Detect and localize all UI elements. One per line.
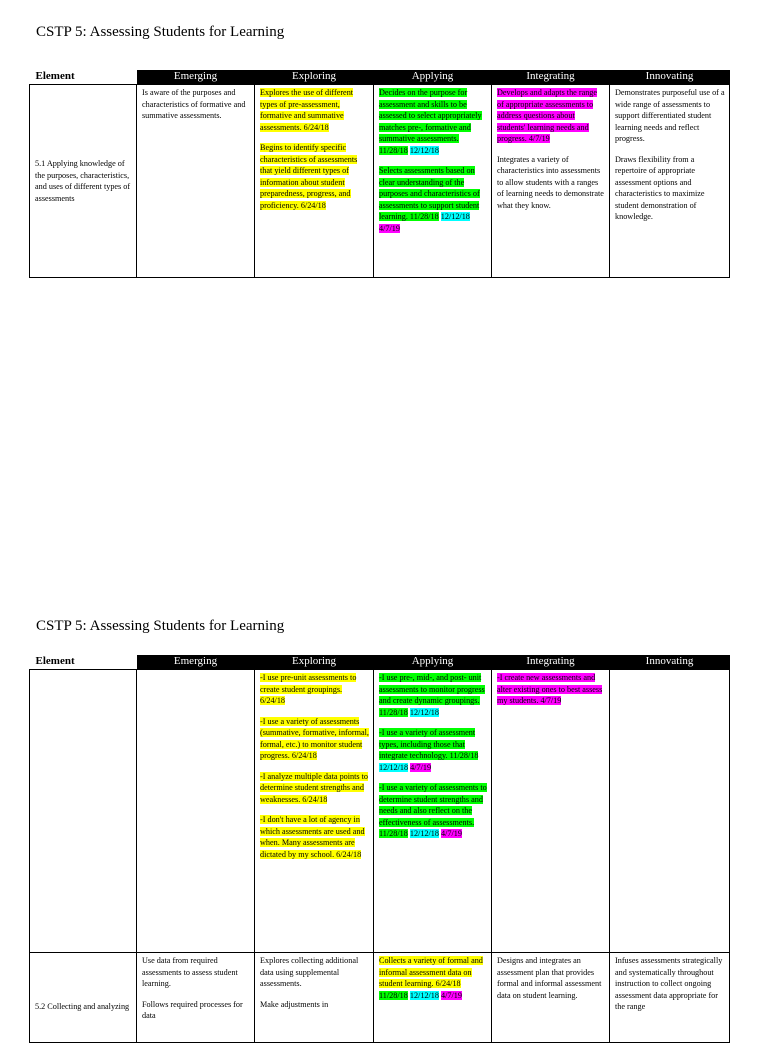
element-cell [30,85,137,278]
innovating-header: Innovating [610,70,730,85]
applying-header: Applying [374,70,492,85]
date-tag: 4/7/19 [379,223,400,233]
applying-item: Selects assessments based on clear understanding of the purposes and characteristics of assessments to support student learning. 11/28/18 [379,166,480,221]
rubric-table [29,655,730,1043]
emerging-header: Emerging [137,70,255,85]
exploring-cell [255,670,374,953]
applying-item: -I use a variety of assessment types, including those that integrate technology. 11/28/18 [379,728,479,760]
element-cell [30,670,137,953]
emerging-cell [137,85,255,278]
applying-item: -I use a variety of assessments to determine student strengths and needs and also reflect on the effectiveness of assessments. 11/28/18 [379,783,487,838]
table-row [30,953,730,1043]
element-label: 5.1 Applying knowledge of the purposes, characteristics, and uses of different types of assessments [35,159,131,203]
element-header: Element [30,655,137,670]
date-tag: 4/7/19 [441,829,462,838]
emerging-text: Use data from required assessments to assess student learning. [142,956,238,988]
page-title: CSTP 5: Assessing Students for Learning [36,618,285,634]
applying-item: -I use pre-, mid-, and post- unit assessments to monitor progress and create dynamic groupings. 11/28/18 [379,673,485,717]
emerging-cell [137,670,255,953]
element-cell [30,953,137,1043]
integrating-item: Designs and integrates an assessment plan that provides formal and informal assessment data on student learning. [497,956,602,1000]
emerging-text: Is aware of the purposes and characteristics of formative and summative assessments. [142,88,246,120]
table-row [30,670,730,953]
applying-header: Applying [374,655,492,670]
date-tag: 12/12/18 [409,145,439,155]
integrating-cell [492,953,610,1043]
header-row [30,70,730,85]
date-tag: 12/12/18 [409,990,439,1000]
exploring-cell [255,85,374,278]
innovating-cell [610,85,730,278]
innovating-item: Demonstrates purposeful use of a wide range of assessments to support differentiated student learning needs and reflect progress. [615,88,725,143]
exploring-item: Make adjustments in [260,999,329,1009]
date-tag: 4/7/19 [441,990,462,1000]
exploring-item: -I don't have a lot of agency in which assessments are used and when. Many assessments are dictated by my school. 6/24/18 [260,815,365,859]
date-tag: 12/12/18 [409,829,439,838]
rubric-table [29,70,730,278]
element-label: 5.2 Collecting and analyzing [35,1002,130,1011]
emerging-cell [137,953,255,1043]
header-row [30,655,730,670]
exploring-item: -I use a variety of assessments (summative, formative, informal, formal, etc.) to monitor student progress. 6/24/18 [260,716,369,760]
exploring-item: -I use pre-unit assessments to create student groupings. 6/24/18 [260,673,357,705]
applying-cell [374,85,492,278]
innovating-cell [610,670,730,953]
date-tag: 12/12/18 [409,707,439,717]
table-row [30,85,730,278]
integrating-item: Integrates a variety of characteristics into assessments to allow students with a ranges of learning needs to demonstrate what they know. [497,154,604,210]
exploring-item: Begins to identify specific characteristics of assessments that yield different types of information about student preparedness, progress, and proficiency. 6/24/18 [260,143,358,210]
date-tag: 4/7/19 [410,762,432,772]
integrating-header: Integrating [492,70,610,85]
exploring-item: Explores collecting additional data using supplemental assessments. [260,956,359,988]
emerging-header: Emerging [137,655,255,670]
innovating-cell [610,953,730,1043]
emerging-text: Follows required processes for data [142,999,243,1020]
element-header: Element [30,70,137,85]
integrating-cell [492,670,610,953]
integrating-item: Develops and adapts the range of appropriate assessments to address questions about students' learning needs and progress. 4/7/19 [497,88,598,143]
applying-cell [374,953,492,1043]
applying-item: Collects a variety of formal and informal assessment data on student learning. 6/24/18 [379,956,483,988]
exploring-item: Explores the use of different types of pre-assessment, formative and summative assessments. 6/24/18 [260,88,354,132]
exploring-header: Exploring [255,655,374,670]
applying-cell [374,670,492,953]
innovating-item: Draws flexibility from a repertoire of appropriate assessment options and characteristics to maximize student demonstration of knowledge. [615,154,705,221]
integrating-item: -I create new assessments and alter existing ones to best assess my students. 4/7/19 [497,673,603,705]
innovating-header: Innovating [610,655,730,670]
date-tag: 12/12/18 [379,762,409,772]
exploring-header: Exploring [255,70,374,85]
exploring-item: -I analyze multiple data points to determine student strengths and weaknesses. 6/24/18 [260,771,368,804]
date-tag: 12/12/18 [440,212,470,221]
date-tag: 11/28/18 [379,990,408,1000]
integrating-cell [492,85,610,278]
applying-item: Decides on the purpose for assessment and skills to be assessed to select appropriately matches pre-, formative and summative assessments. 11/28/18 [379,88,482,155]
integrating-header: Integrating [492,655,610,670]
exploring-cell [255,953,374,1043]
innovating-item: Infuses assessments strategically and systematically throughout instruction to collect ongoing assessment data appropriate for the range [615,956,723,1011]
page-title: CSTP 5: Assessing Students for Learning [36,24,285,40]
